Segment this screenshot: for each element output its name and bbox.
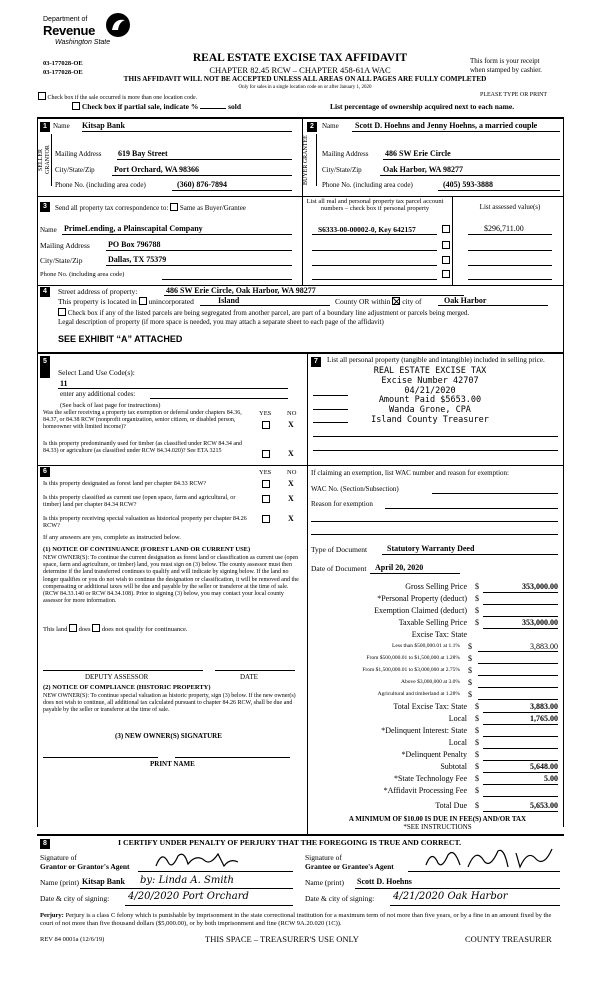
seller-name-label: Name [53,122,70,130]
penalty-dollar: $ [475,750,479,759]
s5-q1-yes-checkbox[interactable] [262,421,270,429]
subtotal-value[interactable]: 5,648.00 [530,762,558,771]
taxable-label: Taxable Selling Price [398,618,467,627]
rate-5-dollar: $ [468,690,472,699]
grantor-signature-mark [148,848,283,870]
ownership-note: List percentage of ownership acquired next to each name. [330,102,515,111]
reason-label: Reason for exemption [311,500,373,508]
corr-address[interactable]: PO Box 796788 [108,240,161,249]
wac-label: WAC No. (Section/Subsection) [311,485,399,493]
exempt-dollar: $ [475,606,479,615]
grantor-signature[interactable] [148,848,283,870]
rate-3-dollar: $ [468,666,472,675]
local-dollar: $ [475,714,479,723]
dept-line2: Revenue [43,23,96,38]
seller-phone[interactable]: (360) 876-7894 [177,180,227,189]
grantor-by[interactable]: by: Linda A. Smith [140,875,234,886]
buyer-phone-label: Phone No. (including area code) [322,181,413,189]
seller-name[interactable]: Kitsap Bank [82,121,125,130]
total-due-label: Total Due [435,801,467,810]
parcel-personal-checkbox-3[interactable] [442,256,450,264]
property-street[interactable]: 486 SW Erie Circle, Oak Harbor, WA 98277 [166,286,316,295]
personal-dollar: $ [475,594,479,603]
taxable-value[interactable]: 353,000.00 [522,618,558,627]
does-not-checkbox[interactable] [92,624,100,632]
taxable-dollar: $ [475,618,479,627]
doc-date-label: Date of Document [311,564,367,573]
print-name-label: PRINT NAME [150,760,195,768]
rate-4-dollar: $ [468,678,472,687]
grantee-signature-mark [420,845,560,871]
buyer-addr-label: Mailing Address [322,150,369,158]
does-checkbox[interactable] [69,624,77,632]
local-value[interactable]: 1,765.00 [530,714,558,723]
same-as-buyer-label: Same as Buyer/Grantee [179,204,246,212]
local-label: Local [448,714,467,723]
perjury-statement [40,912,562,928]
notice-continuance-body: NEW OWNER(S): To continue the current designation as forest land or classification as current use (open space, farm and agriculture, or timber) land, you must sign on (3) below. The county assessor must then determine if the land transferred continues to qualify and will indicate by signing below. If the land no longer qualifies or you do not wish to continue the designation or classification, it will be removed and the compensating or additional taxes will be due and payable by the seller or transferor at the time of sale. (RCW 84.33.140 or RCW 84.34.108). Prior to signing (3) below, you may contact your local county assessor for more information. [43,555,299,605]
doc-type-label: Type of Document [311,545,368,554]
corr-name[interactable]: PrimeLending, a Plainscapital Company [64,224,203,233]
seller-side-label: SELLER GRANTOR [38,134,52,186]
seller-city-label: City/State/Zip [55,166,95,174]
buyer-address[interactable]: 486 SW Erie Circle [385,149,451,158]
form-revision: REV 84 0001a (12/6/19) [40,936,105,943]
afp-dollar: $ [475,786,479,795]
grantee-sig-label-1: Signature of [305,853,342,862]
partial-sale-checkbox[interactable] [72,102,80,110]
rate-1-value[interactable]: 3,883.00 [530,642,558,651]
gross-label: Gross Selling Price [405,582,467,591]
parcel-personal-checkbox-1[interactable] [442,225,450,233]
s5-q2-no-mark[interactable]: X [288,449,294,458]
county-or-label: County OR within [335,297,391,306]
rate-2-label: From $500,000.01 to $1,500,000 at 1.28% [366,655,460,661]
grantor-date-label: Date & city of signing: [40,894,110,903]
personal-label: *Personal Property (deduct) [377,594,467,603]
total-state-label: Total Excise Tax: State [393,702,467,711]
rate-5-label: Agricultural and timberland at 1.28% [377,691,460,697]
assessed-value[interactable]: $296,711.00 [484,224,524,233]
form-code-1: 03-177028-OE [43,60,83,67]
grantee-date-city[interactable]: 4/21/2020 Oak Harbor [393,891,508,902]
see-back-note: (See back of last page for instructions) [60,402,161,409]
multi-location-checkbox[interactable] [38,92,46,100]
perjury-text: Perjury is a class C felony which is punishable by imprisonment in the state correctional institution for a maximum term of not more than five years, or by a fine in an amount fixed by the court of not more than five thousand dollars ($5,000.00), or by both imprisonment and fine (RCW 9A.20.020 (1C)). [40,912,552,928]
parcel-header: List all real and personal property tax parcel account numbers – check box if personal property [306,198,444,213]
doc-type[interactable]: Statutory Warranty Deed [387,544,475,553]
rate-1-dollar: $ [468,642,472,651]
new-owner-sig-label: (3) NEW OWNER(S) SIGNATURE [115,732,222,740]
grantor-print-name[interactable]: Kitsap Bank [82,877,125,886]
see-instructions: *SEE INSTRUCTIONS [403,823,472,831]
exempt-label: Exemption Claimed (deduct) [374,606,467,615]
excise-label: Excise Tax: State [411,630,467,639]
certify-statement: I CERTIFY UNDER PENALTY OF PERJURY THAT THE FOREGOING IS TRUE AND CORRECT. [118,838,462,847]
s5-no-header: NO [287,410,297,417]
any-yes-note: If any answers are yes, complete as instructed below. [43,534,181,541]
grantor-date-city[interactable]: 4/20/2020 Port Orchard [128,891,249,902]
personal-property-label: List all personal property (tangible and intangible) included in selling price. [327,356,545,364]
sold-label: sold [228,102,242,111]
form-code-2: 03-177028-OE [43,69,83,76]
corr-city-label: City/State/Zip [40,256,83,265]
unincorporated-label: unincorporated [148,297,194,306]
stamp-line-4: Amount Paid $5653.00 [378,395,482,406]
s5-q1-no-mark[interactable]: X [288,420,294,429]
notice-continuance-title: (1) NOTICE OF CONTINUANCE (FOREST LAND OR CURRENT USE) [43,546,251,553]
deputy-assessor-label: DEPUTY ASSESSOR [85,673,149,681]
s6-q1-yes-checkbox[interactable] [262,480,270,488]
s5-question-2: Is this property predominantly used for timber (as classified under RCW 84.34 and 84.33) or agriculture (as classified under RCW 84.34.020)? See ETA 3215 [43,441,243,455]
notice-compliance-title: (2) NOTICE OF COMPLIANCE (HISTORIC PROPERTY) [43,684,211,691]
buyer-side-label: BUYER GRANTEE [303,134,317,186]
grantor-name-label: Name (print) [40,878,79,887]
stamp-line-1: REAL ESTATE EXCISE TAX [373,366,487,376]
rate-2-dollar: $ [468,654,472,663]
grantee-sig-label-2: Grantee or Grantee's Agent [305,862,394,871]
grantor-sig-label-1: Signature of [40,853,77,862]
seller-phone-label: Phone No. (including area code) [55,181,146,189]
s5-question-1: Was the seller receiving a property tax exemption or deferral under chapters 84.36, 84.37, or 84.38 RCW (nonprofit organization, senior citizen, or disabled person, homeowner with limited income)? [43,410,242,431]
city-of-label: city of [402,297,422,306]
interest-state-dollar: $ [475,726,479,735]
section-7-number: 7 [311,356,321,367]
property-city[interactable]: Oak Harbor [444,296,487,305]
subtotal-label: Subtotal [440,762,467,771]
form-title: REAL ESTATE EXCISE TAX AFFIDAVIT [192,52,408,64]
exemption-label: If claiming an exemption, list WAC number and reason for exemption: [311,469,509,477]
dor-logo-icon [105,12,131,38]
s6-no-header: NO [287,469,297,476]
dept-line1: Department of [43,16,88,23]
doc-date[interactable]: April 20, 2020 [375,563,424,572]
minimum-note: A MINIMUM OF $10.00 IS DUE IN FEE(S) AND/OR TAX [348,815,527,823]
notice-compliance-body: NEW OWNER(S): To continue special valuation as historic property, sign (3) below. If the new owner(s) does not wish to continue, all additional tax calculated pursuant to chapter 84.26 RCW, shall be due and payable by the seller or transferor at the time of sale. [43,693,296,714]
buyer-phone[interactable]: (405) 593-3888 [443,180,493,189]
grantee-date-label: Date & city of signing: [305,894,375,903]
stamp-line-3: 04/21/2020 [404,385,456,396]
s6-q2-no-mark[interactable]: X [288,494,294,503]
s6-question-2: Is this property classified as current use (open space, farm and agricultural, or timber) land per chapter 84.34 RCW? [43,494,236,509]
seller-addr-label: Mailing Address [55,150,102,158]
section-5-number: 5 [40,356,50,367]
s6-question-3: Is this property receiving special valuation as historical property per chapter 84.26 RCW? [43,515,247,530]
buyer-name-label: Name [322,122,339,130]
stamp-line-2: Excise Number 42707 [381,375,479,386]
parcel-number[interactable]: S6333-00-00002-0, Key 642157 [318,225,416,234]
dor-logo [43,12,133,54]
seller-address[interactable]: 619 Bay Street [118,149,168,158]
segregated-checkbox[interactable] [58,308,66,316]
interest-state-label: *Delinquent Interest: State [381,726,467,735]
receipt-note-1: This form is your receipt [470,57,540,65]
unincorporated-checkbox[interactable] [139,297,147,305]
rate-1-label: Less than $500,000.01 at 1.1% [392,643,460,649]
parcel-personal-checkbox-4[interactable] [442,270,450,278]
other-codes-label: enter any additional codes: [60,390,136,398]
deputy-date-label: DATE [240,673,258,681]
county-name[interactable]: Island [218,296,240,305]
interest-local-label: Local [448,738,467,747]
tech-fee-value[interactable]: 5.00 [544,774,558,783]
penalty-label: *Delinquent Penalty [401,750,467,759]
subtotal-dollar: $ [475,762,479,771]
form-chapter: CHAPTER 82.45 RCW – CHAPTER 458-61A WAC [209,65,391,75]
s6-question-1: Is this property designated as forest land per chapter 84.33 RCW? [43,480,207,487]
total-state-dollar: $ [475,702,479,711]
gross-dollar: $ [475,582,479,591]
rate-3-label: From $1,500,000.01 to $3,000,000 at 2.75% [362,667,460,673]
multi-location-label: Check box if the sale occurred is more than one location code. [47,95,198,101]
same-as-buyer-checkbox[interactable] [170,203,178,211]
sales-note: Only for sales in a single location code on or after January 1, 2020 [238,85,372,90]
s5-yes-header: YES [259,410,272,417]
exhibit-note[interactable]: SEE EXHIBIT “A” ATTACHED [58,334,183,344]
section-8-number: 8 [40,838,50,849]
dept-line3: Washington State [55,39,111,46]
s6-q3-no-mark[interactable]: X [288,514,294,523]
s6-q3-yes-checkbox[interactable] [262,515,270,523]
does-not-label: does not qualify for continuance. [101,626,188,633]
corr-addr-label: Mailing Address [40,241,90,250]
gross-value[interactable]: 353,000.00 [522,582,558,591]
section-3-number: 3 [40,201,50,212]
parcel-personal-checkbox-2[interactable] [442,241,450,249]
buyer-city[interactable]: Oak Harbor, WA 98277 [383,165,464,174]
s6-q2-yes-checkbox[interactable] [262,495,270,503]
afp-label: *Affidavit Processing Fee [383,786,467,795]
buyer-name[interactable]: Scott D. Hoehns and Jenny Hoehns, a married couple [355,121,538,130]
grantee-name-label: Name (print) [305,878,344,887]
located-label: This property is located in [58,297,137,306]
does-label: does [78,626,91,633]
tech-fee-label: *State Technology Fee [393,774,467,783]
section-4-number: 4 [40,286,50,297]
treasurer-stamp [340,367,520,426]
corr-phone-label: Phone No. (including area code) [40,271,125,278]
segregated-label: Check box if any of the listed parcels are being segregated from another parcel, are part of a boundary line adjustment or parcels being merged. [67,309,470,317]
grantee-print-name[interactable]: Scott D. Hoehns [357,877,412,886]
assessed-header: List assessed value(s) [479,203,541,211]
total-state-value[interactable]: 3,883.00 [530,702,558,711]
send-correspondence-label: Send all property tax correspondence to: [55,204,169,212]
partial-sale-label: Check box if partial sale, indicate % [81,102,199,111]
s5-q2-yes-checkbox[interactable] [262,450,270,458]
total-due-dollar: $ [475,801,479,810]
interest-local-dollar: $ [475,738,479,747]
county-treasurer-label: COUNTY TREASURER [465,934,552,944]
land-use-code[interactable]: 11 [60,379,68,388]
section-6-number: 6 [40,466,50,477]
total-due-value[interactable]: 5,653.00 [530,801,558,810]
land-use-label: Select Land Use Code(s): [58,368,135,377]
type-print: PLEASE TYPE OR PRINT [480,92,548,98]
rate-4-label: Above $3,000,000 at 3.0% [401,679,460,685]
section-2-number: 2 [307,121,317,132]
form-warning: THIS AFFIDAVIT WILL NOT BE ACCEPTED UNLESS ALL AREAS ON ALL PAGES ARE FULLY COMPLETED [123,75,487,83]
section-1-number: 1 [40,121,50,132]
stamp-line-5: Wanda Grone, CPA [389,405,471,416]
tech-fee-dollar: $ [475,774,479,783]
s6-yes-header: YES [259,469,272,476]
seller-city[interactable]: Port Orchard, WA 98366 [114,165,200,174]
corr-city[interactable]: Dallas, TX 75379 [108,255,167,264]
legal-desc-label: Legal description of property (if more space is needed, you may attach a separate sheet to each page of the affidavit) [58,318,384,326]
grantor-sig-label-2: Grantor or Grantor's Agent [40,862,130,871]
s6-q1-no-mark[interactable]: X [288,479,294,488]
corr-name-label: Name [40,226,57,234]
perjury-label: Perjury: [40,912,64,919]
grantee-signature[interactable] [420,845,560,871]
this-land-label: This land [43,626,68,633]
street-label: Street address of property: [58,287,138,296]
buyer-city-label: City/State/Zip [322,166,362,174]
treasurer-space-label: THIS SPACE – TREASURER'S USE ONLY [205,934,359,944]
receipt-note-2: when stamped by cashier. [470,66,542,74]
stamp-line-6: Island County Treasurer [371,414,489,425]
within-city-checkbox[interactable] [392,297,400,305]
